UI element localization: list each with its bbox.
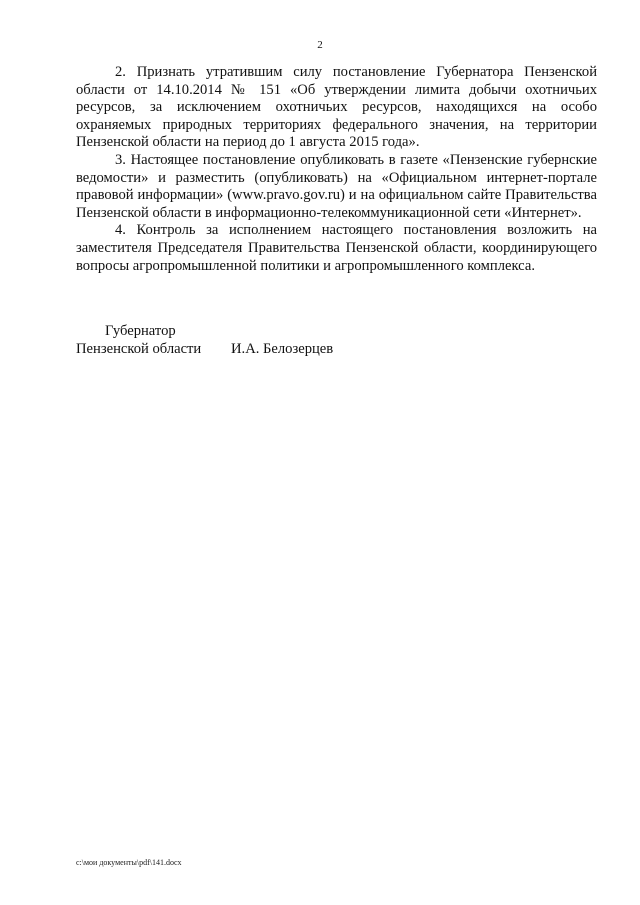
footer-file-path: c:\мои документы\pdf\141.docx	[76, 858, 182, 867]
paragraph-2-repeal: 2. Признать утратившим силу постановление Губернатора Пензенской области от 14.10.2014 № 151 «Об утверждении лимита добычи охотничьих ресурсов, за исключением охотничьих ресурсов, находящихся на особо охраняемых природных территориях федерального значения, на территории Пензенской области на период до 1 августа 2015 года».	[76, 64, 597, 151]
signature-title-governor: Губернатор	[105, 323, 176, 339]
signatory-name: И.А. Белозерцев	[231, 341, 334, 357]
signature-block	[76, 322, 333, 358]
page-number: 2	[317, 39, 323, 51]
paragraph-3-publish: 3. Настоящее постановление опубликовать в газете «Пензенские губернские ведомости» и разместить (опубликовать) на «Официальном интернет-портале правовой информации» (www.pravo.gov.ru) и на официальном сайте Правительства Пензенской области в информационно-телекоммуникационной сети «Интернет».	[76, 151, 597, 221]
document-body	[76, 64, 597, 275]
paragraph-4-control: 4. Контроль за исполнением настоящего постановления возложить на заместителя Председателя Правительства Пензенской области, координирующего вопросы агропромышленной политики и агропромышленного комплекса.	[76, 222, 597, 274]
signature-row	[76, 340, 333, 358]
signature-title-region: Пензенской области	[76, 341, 202, 357]
